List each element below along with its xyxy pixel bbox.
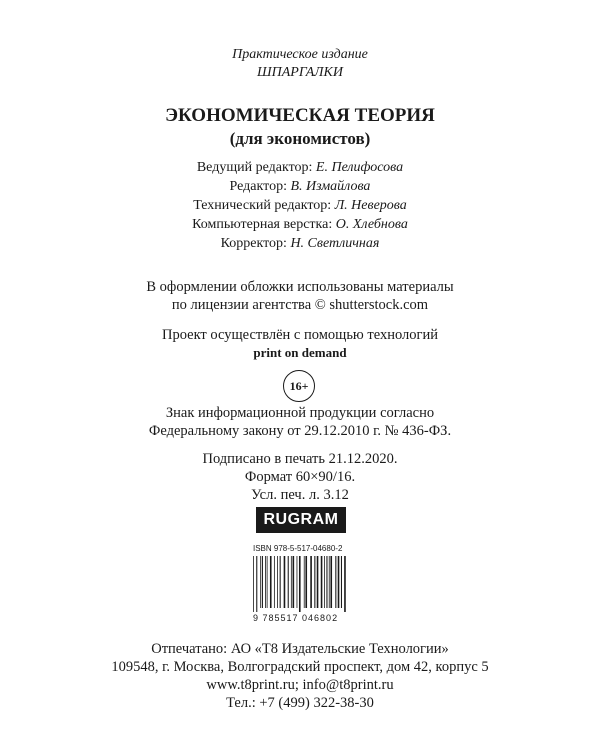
barcode-bar (262, 556, 263, 608)
print-signed: Подписано в печать 21.12.2020. (202, 451, 398, 467)
cover-note-line2: по лицензии агентства © shutterstock.com (171, 297, 429, 313)
barcode-bar (270, 556, 272, 608)
barcode-bar (314, 556, 315, 608)
barcode-bar (310, 556, 312, 608)
rugram-logo: RUGRAM (256, 507, 346, 533)
printer-line4: Тел.: +7 (499) 322-38-30 (226, 695, 374, 711)
printer-line1: Отпечатано: АО «Т8 Издательские Технологии» (151, 641, 449, 657)
law-note-line1: Знак информационной продукции согласно (165, 405, 435, 421)
barcode-bar (277, 556, 278, 608)
cover-note-line1: В оформлении обложки использованы материалы (146, 279, 454, 295)
series-name: ШПАРГАЛКИ (257, 65, 343, 80)
barcode-bar (304, 556, 305, 608)
isbn-label: ISBN 978-5-517-04680-2 (253, 544, 343, 553)
barcode-bar (291, 556, 292, 608)
isbn-barcode (253, 556, 349, 612)
barcode-bar (288, 556, 289, 608)
barcode-bar (321, 556, 323, 608)
barcode-bar (338, 556, 340, 608)
barcode-bar (344, 556, 346, 612)
barcode-bar (317, 556, 319, 608)
law-note-line2: Федеральному закону от 29.12.2010 г. № 436-ФЗ. (148, 423, 452, 439)
barcode-bar (297, 556, 298, 608)
barcode-bar (280, 556, 281, 608)
book-subtitle: (для экономистов) (229, 129, 371, 148)
barcode-bar (284, 556, 286, 608)
age-rating-badge: 16+ (283, 370, 315, 402)
credit-name: Л. Неверова (334, 198, 407, 213)
barcode-bar (299, 556, 301, 612)
book-title: ЭКОНОМИЧЕСКАЯ ТЕОРИЯ (165, 105, 435, 126)
credit-line (0, 215, 600, 234)
barcode-bar (253, 556, 254, 612)
credit-line (0, 177, 600, 196)
credit-role: Редактор: (229, 179, 287, 194)
credit-role: Корректор: (220, 236, 287, 251)
print-format: Формат 60×90/16. (244, 469, 356, 485)
printer-line2: 109548, г. Москва, Волгоградский проспект, дом 42, корпус 5 (111, 659, 489, 675)
barcode-bar (274, 556, 275, 608)
barcode-bar (260, 556, 261, 608)
barcode-digits: 9 785517 046802 (253, 613, 339, 623)
credits-block (0, 158, 600, 253)
credit-name: Н. Светличная (290, 236, 380, 251)
credit-role: Технический редактор: (193, 198, 332, 213)
printer-line3: www.t8print.ru; info@t8print.ru (206, 677, 394, 693)
tech-note-line2: print on demand (253, 345, 347, 360)
credit-name: О. Хлебнова (335, 217, 408, 232)
credit-line (0, 158, 600, 177)
series-label: Практическое издание (232, 47, 368, 62)
credit-role: Компьютерная верстка: (192, 217, 333, 232)
credit-line (0, 234, 600, 253)
barcode-bar (330, 556, 332, 608)
barcode-bar (267, 556, 268, 608)
credit-name: В. Измайлова (290, 179, 371, 194)
barcode-bar (293, 556, 295, 608)
barcode-bar (341, 556, 342, 608)
barcode-bar (335, 556, 336, 608)
print-sheets: Усл. печ. л. 3.12 (251, 487, 349, 503)
barcode-bar (305, 556, 307, 608)
tech-note-line1: Проект осуществлён с помощью технологий (161, 327, 438, 343)
credit-line (0, 196, 600, 215)
barcode-bar (265, 556, 266, 608)
barcode-bar (326, 556, 327, 608)
barcode-bar (324, 556, 325, 608)
credit-name: Е. Пелифосова (315, 160, 404, 175)
barcode-bar (256, 556, 257, 612)
credit-role: Ведущий редактор: (196, 160, 313, 175)
barcode-bar (329, 556, 330, 608)
